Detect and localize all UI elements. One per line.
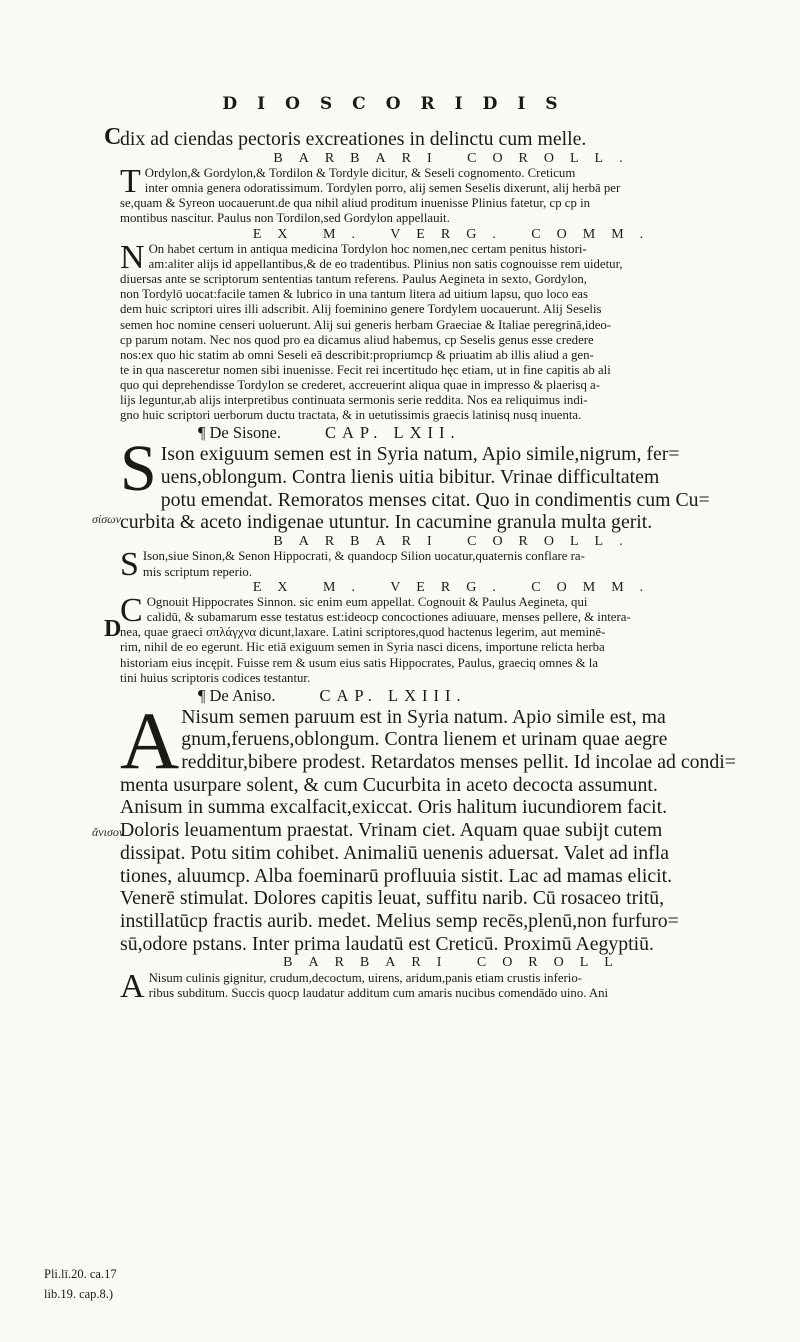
- text-line: Ison exiguum semen est in Syria natum, Apio simile,nigrum, fer=: [160, 443, 680, 466]
- text-line: quo qui deprehendisse Tordylon se crederet, accreuerint aliqua quae in impresso & plaerisq a-: [120, 377, 601, 392]
- text-line: uens,oblongum. Contra lienis uitia bibitur. Vrinae difficultatem: [160, 465, 660, 488]
- vergil-commentary-2: [120, 580, 792, 686]
- margin-reference-book: lib.19. cap.8.): [44, 1287, 114, 1301]
- text-line: On habet certum in antiqua medicina Tordylon hoc nomen,nec certam penitus histori-: [148, 242, 587, 257]
- text-line: menta usurpare solent, & cum Cucurbita in aceto decocta assumunt.: [120, 773, 658, 796]
- drop-capital: S: [120, 546, 139, 584]
- text-line: Venerē stimulat. Dolores capitis leuat, suffitu narib. Cū rosaceo tritū,: [120, 887, 665, 910]
- section-heading: EX M. VERG. COMM.: [252, 579, 660, 595]
- text-line: Anisum in summa excalfacit,exiccat. Oris halitum iucundiorem facit.: [120, 796, 668, 819]
- text-line: semen hoc nomine censeri uoluerunt. Alij sui generis herbam Graeciae & Italiae peregrinā,ideo-: [120, 317, 612, 332]
- chapter-number: CAP. LXIII.: [319, 685, 467, 705]
- drop-capital: A: [120, 967, 145, 1005]
- drop-capital: C: [120, 592, 143, 630]
- margin-section-letter-d: D: [104, 616, 122, 642]
- text-line: te in qua nasceretur nomen sibi inuenisse. Fecit rei incertitudo hęc etiam, ut in fine capitis ab ali: [120, 362, 611, 377]
- text-line: gnum,feruens,oblongum. Contra lienem et urinam quae aegre: [181, 728, 668, 751]
- section-heading: EX M. VERG. COMM.: [252, 226, 660, 242]
- barbari-corollarium-2: [120, 533, 792, 584]
- text-line: sū,odore pstans. Inter prima laudatū est Creticū. Proximū Aegyptiū.: [120, 932, 654, 955]
- text-line: tiones, aluumcp. Alba foeminarū profluuia sistit. Lac ad mamas elicit.: [120, 864, 673, 887]
- pilcrow-icon: ¶: [198, 685, 206, 705]
- margin-greek-note-anison: ἄνισον: [92, 825, 125, 839]
- chapter-heading-sison: [120, 423, 792, 443]
- text-line: se,quam & Syreon uocauerunt.de qua nihil aliud proditum inuenisse Plinius fatetur, cp cp in: [120, 196, 591, 211]
- margin-section-letter-c: C: [104, 124, 122, 150]
- text-line: Doloris leuamentum praestat. Vrinam ciet. Aquam quae subijt cutem: [120, 819, 663, 842]
- text-line: Ison,siue Sinon,& Senon Hippocrati, & quandocp Silion uocatur,quaternis conflare ra-: [142, 549, 585, 564]
- pilcrow-icon: ¶: [198, 423, 206, 443]
- chapter-heading-aniso: [120, 686, 792, 706]
- vergil-commentary-1: [120, 227, 792, 424]
- margin-greek-note-sison: σίσων: [92, 512, 121, 526]
- text-line: diuersas ante se scriptorum sententias tantum referens. Paulus Aegineta in sexto, Gordylon,: [120, 272, 587, 287]
- section-heading: BARBARI COROLL: [283, 955, 629, 971]
- text-line: montibus nascitur. Paulus non Tordilon,sed Gordylon appellauit.: [120, 211, 450, 226]
- section-heading: BARBARI COROLL.: [273, 150, 639, 166]
- chapter-title: De Sisone.: [209, 423, 281, 443]
- chapter-number: CAP. LXII.: [324, 423, 461, 443]
- text-line: Nisum culinis gignitur, crudum,decoctum, uirens, aridum,panis etiam crustis inferio-: [148, 970, 582, 985]
- drop-capital: S: [120, 432, 157, 506]
- text-line: Ognouit Hippocrates Sinnon. sic enim eum appellat. Cognouit & Paulus Aegineta, qui: [146, 595, 588, 610]
- chapter-title: De Aniso.: [209, 685, 276, 705]
- text-line: Nisum semen paruum est in Syria natum. Apio simile est, ma: [181, 705, 666, 728]
- main-text-block: [120, 128, 792, 1005]
- text-line: rim, nihil de eo egerunt. Hic etiā exiguum semen in Syria nasci dicens, importune relicta herba: [120, 640, 605, 655]
- text-line: nos:ex quo hic statim ab omni Seseli eā describit:propriumcp & priuatim ab illis aliud a gen-: [120, 347, 594, 362]
- drop-capital: N: [120, 239, 145, 277]
- text-line: tini huius scriptoris codices testantur.: [120, 670, 311, 685]
- drop-capital: T: [120, 163, 141, 201]
- text-line: redditur,bibere prodest. Retardatos menses pellit. Id incolae ad condi=: [181, 751, 736, 774]
- text-line: Ordylon,& Gordylon,& Tordilon & Tordyle dicitur, & Seseli cognomento. Creticum: [144, 166, 576, 181]
- section-heading: BARBARI COROLL.: [273, 533, 639, 549]
- intro-line: dix ad ciendas pectoris excreationes in delinctu cum melle.: [120, 128, 587, 150]
- text-line: instillatūcp fractis aurib. medet. Melius semp recēs,plenū,non furfuro=: [120, 909, 679, 932]
- text-line: lijs leguntur,ab alijs interpretibus continuata sermonis serie reddita. Nos ea reliquimus indi-: [120, 393, 588, 407]
- text-line: potu emendat. Remoratos menses citat. Quo in condimentis cum Cu=: [160, 488, 710, 511]
- text-line: historiam eius incępit. Fuisse rem & usum eius satis Hippocrates, Paulus, graeciq omnes & la: [120, 655, 599, 670]
- drop-capital: A: [120, 694, 180, 786]
- barbari-corollarium-1: [120, 151, 792, 227]
- text-line: gno huic scriptori uerborum ductu tractata, & in uetutissimis graecis latinisq nusq inuenta.: [120, 408, 582, 423]
- text-line: ribus subditum. Succis quocp laudatur additum cum amaris nucibus comendādo uino. Ani: [148, 985, 609, 1000]
- text-line: am:aliter alijs id appellantibus,& de eo tradentibus. Plinius non satis cognouisse rem uidetur,: [148, 257, 623, 272]
- text-line: nea, quae graeci σπλάγχνα dicunt,laxare. Latini scriptores,quod hactenus legerim, aut meminē-: [120, 625, 606, 640]
- margin-reference-pliny: Pli.lī.20. ca.17: [44, 1267, 117, 1281]
- text-line: calidū, & subamarum esse testatus est:ideocp concoctiones adiuuare, menses pellere, & intera-: [146, 610, 631, 625]
- text-line: inter omnia genera odoratissimum. Tordylen porro, alij semen Seselis dixerunt, alij herbā per: [144, 181, 621, 196]
- text-line: cp parum notam. Nec nos quod pro ea dicamus aliud habemus, cp Seselis genus esse credere: [120, 332, 594, 347]
- text-line: mis scriptum reperio.: [142, 564, 253, 579]
- text-line: curbita & aceto indigenae utuntur. In cacumine granula multa gerit.: [120, 511, 653, 534]
- text-line: non Tordylō uocat:facile tamen & lubrico in una tantum litera ad uitium lapsu, quo loco eas: [120, 287, 588, 302]
- text-line: dissipat. Potu sitim cohibet. Animaliū uenenis aduersat. Valet ad infla: [120, 841, 670, 864]
- barbari-corollarium-3: [120, 955, 792, 1005]
- running-head: DIOSCORIDIS: [222, 94, 578, 114]
- text-line: dem huic scriptori uires illi adscribit. Alij foeminino genere Tordylem uocauerunt. Alij Seselis: [120, 302, 602, 317]
